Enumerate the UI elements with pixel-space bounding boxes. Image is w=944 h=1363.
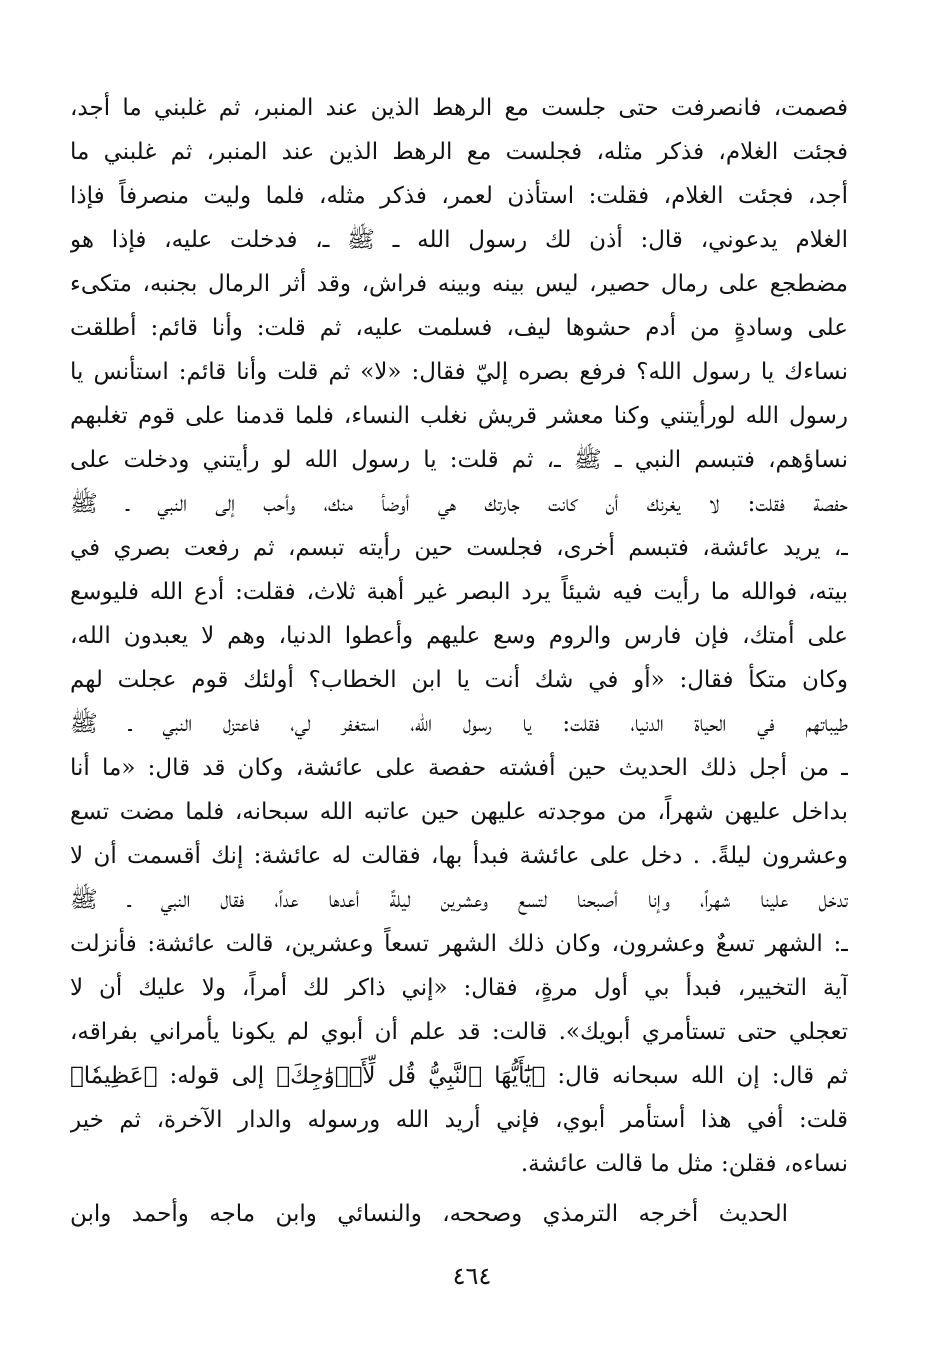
page-number: ٤٦٤ [452,1262,492,1290]
quran-quote-line: ثم قال: إن الله سبحانه قال: ﴿يَٰٓأَيُّهَا ٱلنَّبِيُّ قُل لِّأَزۡوَٰجِكَ﴾ إلى قوله: ﴿عَظِيمٗا﴾ [70,1063,848,1089]
main-text-block [70,86,848,1186]
text-line: فجئت الغلام، فذكر مثله، فجلست مع الرهط الذين عند المنبر، ثم غلبني ما [70,139,848,165]
text-line: تدخل علينا شهراً، وإنا أصبحنا لتسع وعشرين ليلةً أعدها عداً، فقال النبي ـ ﷺ [70,887,848,913]
text-line: نساءك يا رسول الله؟ فرفع بصره إليّ فقال: «لا» ثم قلت وأنا قائم: استأنس يا [70,359,848,385]
text-line: الغلام يدعوني، قال: أذن لك رسول الله ـ ﷺ ـ، فدخلت عليه، فإذا هو [70,227,848,253]
text-line: آية التخيير، فبدأ بي أول مرةٍ، فقال: «إني ذاكر لك أمراً، ولا عليك أن لا [70,975,848,1001]
text-line: رسول الله لورأيتني وكنا معشر قريش نغلب النساء، فلما قدمنا على قوم تغلبهم [70,403,848,429]
text-line: طيباتهم في الحياة الدنيا، فقلت: يا رسول الله، استغفر لي، فاعتزل النبي ـ ﷺ [70,711,848,737]
text-line: مضطجع على رمال حصير، ليس بينه وبينه فراش، وقد أثر الرمال بجنبه، متكىء [70,271,848,297]
text-line: أجد، فجئت الغلام، فقلت: استأذن لعمر، فذكر مثله، فلما وليت منصرفاً فإذا [70,183,848,209]
text-line: تعجلي حتى تستأمري أبويك». قالت: قد علم أن أبوي لم يكونا يأمراني بفراقه، [70,1019,848,1045]
text-line: على وسادةٍ من أدم حشوها ليف، فسلمت عليه، ثم قلت: وأنا قائم: أطلقت [70,315,848,341]
text-line: قلت: أفي هذا أستأمر أبوي، فإني أريد الله ورسوله والدار الآخرة، ثم خير [70,1107,848,1133]
text-line: على أمتك، فإن فارس والروم وسع عليهم وأعطوا الدنيا، وهم لا يعبدون الله، [70,623,848,649]
text-line: ـ، يريد عائشة، فتبسم أخرى، فجلست حين رأيته تبسم، ثم رفعت بصري في [70,535,848,561]
text-line: وعشرون ليلةً. . دخل على عائشة فبدأ بها، فقالت له عائشة: إنك أقسمت أن لا [70,843,848,869]
footnote [70,1192,788,1236]
text-line: وكان متكأ فقال: «أو في شك أنت يا ابن الخطاب؟ أولئك قوم عجلت لهم [70,667,848,693]
text-line: ـ: الشهر تسعٌ وعشرون، وكان ذلك الشهر تسعاً وعشرين، قالت عائشة: فأنزلت [70,931,848,957]
text-line: حفصة فقلت: لا يغرنك أن كانت جارتك هي أوضأ منك، وأحب إلى النبي ـ ﷺ [70,491,848,517]
text-line: بداخل عليهن شهراً، من موجدته عليهن حين عاتبه الله سبحانه، فلما مضت تسع [70,799,848,825]
text-line: نساءه، فقلن: مثل ما قالت عائشة. [520,1151,848,1177]
text-line: بيته، فوالله ما رأيت فيه شيئاً يرد البصر غير أهبة ثلاث، فقلت: أدع الله فليوسع [70,579,848,605]
text-line: ـ من أجل ذلك الحديث حين أفشته حفصة على عائشة، وكان قد قال: «ما أنا [70,755,848,781]
footnote-line: الحديث أخرجه الترمذي وصححه، والنسائي وابن ماجه وأحمد وابن [70,1201,788,1227]
text-line: فصمت، فانصرفت حتى جلست مع الرهط الذين عند المنبر، ثم غلبني ما أجد، [70,95,848,121]
text-line: نساؤهم، فتبسم النبي ـ ﷺ ـ، ثم قلت: يا رسول الله لو رأيتني ودخلت على [70,447,848,473]
